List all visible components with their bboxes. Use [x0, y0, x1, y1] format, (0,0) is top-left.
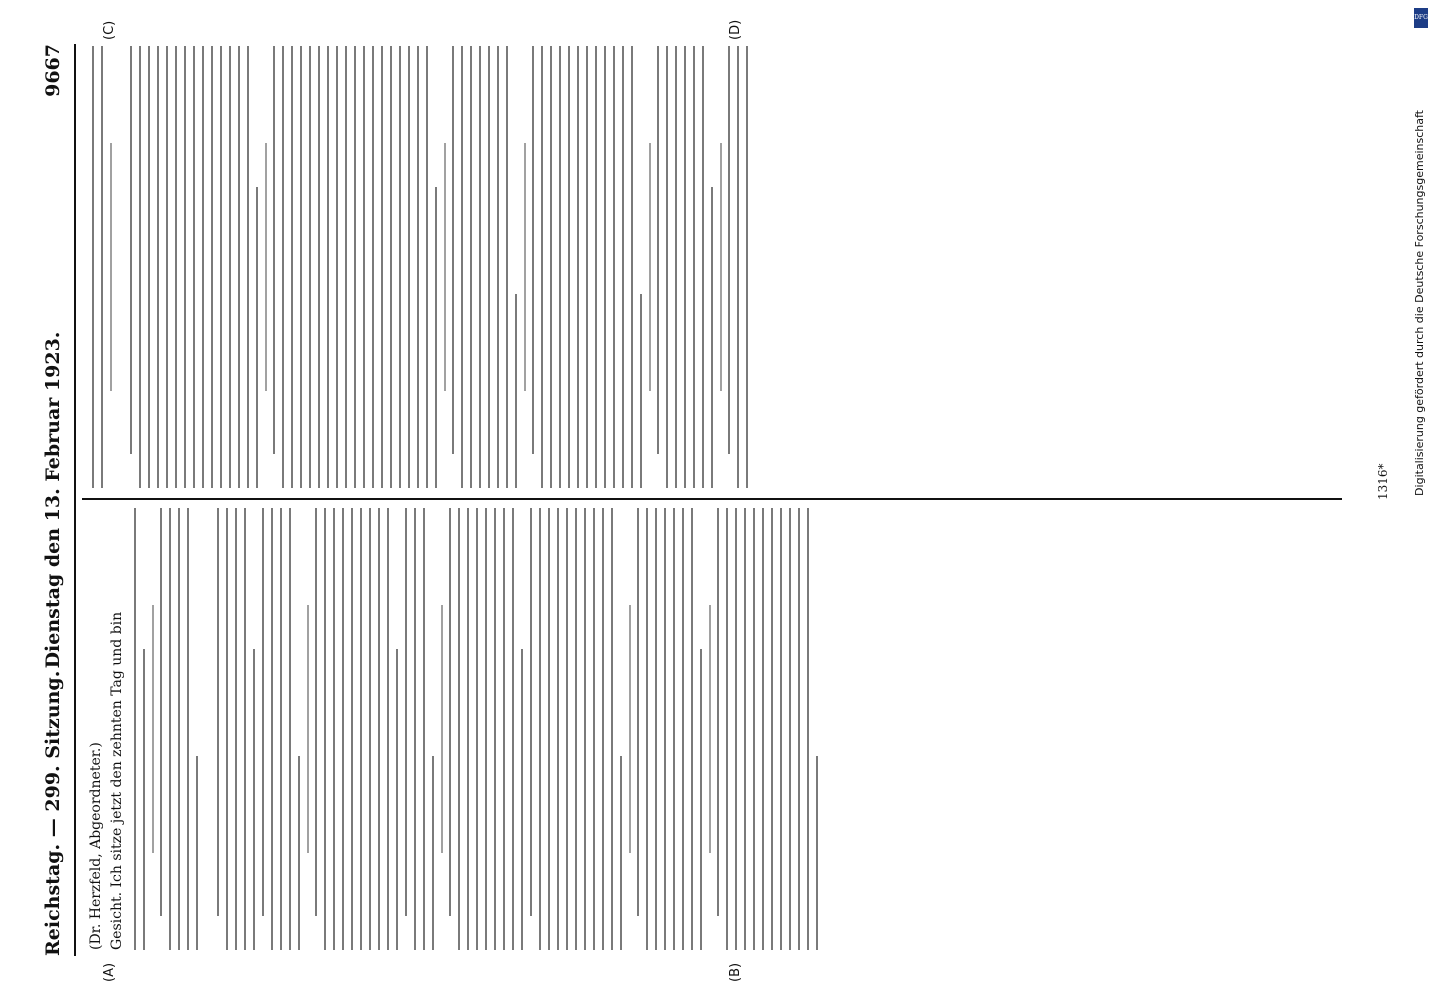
text-line — [390, 46, 392, 488]
text-line — [611, 508, 613, 950]
text-line — [631, 46, 633, 488]
stage-direction-line — [649, 143, 651, 391]
text-line — [360, 508, 362, 950]
text-line — [193, 46, 195, 488]
text-line — [298, 756, 300, 950]
text-line — [568, 46, 570, 488]
text-line — [557, 508, 559, 950]
stage-direction-line — [709, 605, 711, 853]
text-line — [467, 508, 469, 950]
text-line — [184, 46, 186, 488]
text-line — [372, 46, 374, 488]
text-line — [646, 508, 648, 950]
stage-direction-line — [444, 143, 446, 391]
text-line — [432, 756, 434, 950]
stage-direction-line — [307, 605, 309, 853]
text-line — [548, 508, 550, 950]
text-line — [506, 46, 508, 488]
text-line — [452, 46, 454, 454]
text-line — [351, 508, 353, 950]
stage-direction-line — [629, 605, 631, 853]
stage-direction-line — [441, 605, 443, 853]
text-line — [566, 508, 568, 950]
text-line — [244, 508, 246, 950]
text-line — [139, 46, 141, 488]
text-line — [309, 46, 311, 488]
text-line — [559, 46, 561, 488]
text-line — [521, 649, 523, 950]
text-line — [575, 508, 577, 950]
opening-line: Gesicht. Ich sitze jetzt den zehnten Tag und bin — [109, 611, 125, 950]
text-line — [363, 46, 365, 488]
text-line — [333, 508, 335, 950]
text-line — [666, 46, 668, 488]
text-line — [336, 46, 338, 488]
text-line — [101, 46, 103, 488]
text-line — [657, 46, 659, 454]
text-line — [345, 46, 347, 488]
text-lines — [134, 508, 818, 950]
text-line — [387, 508, 389, 950]
stage-direction-line — [524, 143, 526, 391]
text-line — [512, 508, 514, 950]
stage-direction-line — [110, 143, 112, 391]
text-line — [354, 46, 356, 488]
text-line — [324, 508, 326, 950]
text-line — [280, 508, 282, 950]
text-line — [318, 46, 320, 488]
stage-direction-line — [152, 605, 154, 853]
text-line — [381, 46, 383, 488]
text-line — [247, 46, 249, 488]
text-line — [217, 508, 219, 916]
text-line — [327, 46, 329, 488]
text-line — [253, 649, 255, 950]
text-line — [550, 46, 552, 488]
text-line — [577, 46, 579, 488]
text-lines — [92, 46, 748, 488]
text-line — [682, 508, 684, 950]
text-line — [485, 508, 487, 950]
text-line — [143, 649, 145, 950]
text-line — [816, 756, 818, 950]
text-line — [675, 46, 677, 488]
text-line — [291, 46, 293, 488]
text-line — [789, 508, 791, 950]
text-line — [780, 508, 782, 950]
text-line — [220, 46, 222, 488]
text-line — [342, 508, 344, 950]
text-line — [735, 508, 737, 950]
text-line — [256, 187, 258, 488]
margin-marker-d: (D) — [728, 19, 743, 40]
text-line — [169, 508, 171, 950]
text-line — [530, 508, 532, 916]
text-line — [166, 46, 168, 488]
text-line — [746, 46, 748, 488]
text-line — [470, 46, 472, 488]
page-header-left: Reichstag. — 299. Sitzung. — [42, 670, 64, 956]
text-line — [593, 508, 595, 950]
text-line — [157, 46, 159, 488]
text-line — [396, 649, 398, 950]
text-line — [737, 46, 739, 488]
text-line — [702, 46, 704, 488]
text-line — [202, 46, 204, 488]
text-line — [229, 46, 231, 488]
text-line — [700, 649, 702, 950]
text-line — [271, 508, 273, 950]
text-line — [541, 46, 543, 488]
text-line — [539, 508, 541, 950]
dfg-logo — [1414, 8, 1428, 28]
dfg-logo-text: DFG — [1414, 14, 1428, 21]
text-line — [378, 508, 380, 950]
digitization-note: Digitalisierung gefördert durch die Deutsche Forschungsgemeinschaft — [1413, 110, 1426, 496]
page-footer-marker: 1316* — [1376, 463, 1390, 500]
text-line — [435, 187, 437, 488]
text-line — [426, 46, 428, 488]
text-line — [479, 46, 481, 488]
header-divider — [74, 44, 76, 956]
text-line — [160, 508, 162, 916]
text-line — [238, 46, 240, 488]
text-line — [449, 508, 451, 916]
text-line — [673, 508, 675, 950]
text-line — [178, 508, 180, 950]
left-column — [86, 508, 825, 950]
text-line — [711, 187, 713, 488]
text-line — [476, 508, 478, 950]
text-line — [92, 46, 94, 488]
text-line — [515, 294, 517, 488]
text-line — [655, 508, 657, 950]
margin-marker-b: (B) — [728, 962, 743, 982]
text-line — [369, 508, 371, 950]
right-column — [86, 46, 755, 488]
text-line — [187, 508, 189, 950]
text-line — [691, 508, 693, 950]
text-line — [226, 508, 228, 950]
text-line — [175, 46, 177, 488]
text-line — [211, 46, 213, 488]
column-divider — [82, 498, 1342, 500]
margin-marker-c: (C) — [102, 20, 117, 40]
text-line — [458, 508, 460, 950]
text-line — [417, 46, 419, 488]
text-line — [134, 508, 136, 950]
text-line — [262, 508, 264, 916]
text-line — [532, 46, 534, 454]
speaker-label: (Dr. Herzfeld, Abgeordneter.) — [88, 742, 104, 950]
page-header-center: Dienstag den 13. Februar 1923. — [42, 331, 64, 669]
text-line — [196, 756, 198, 950]
text-line — [408, 46, 410, 488]
text-line — [664, 508, 666, 950]
text-line — [762, 508, 764, 950]
text-line — [148, 46, 150, 488]
text-line — [497, 46, 499, 488]
text-line — [488, 46, 490, 488]
text-line — [405, 508, 407, 916]
margin-marker-a: (A) — [102, 962, 117, 982]
text-line — [399, 46, 401, 488]
text-line — [130, 46, 132, 454]
text-line — [613, 46, 615, 488]
text-line — [604, 46, 606, 488]
text-line — [728, 46, 730, 454]
text-line — [637, 508, 639, 916]
text-line — [461, 46, 463, 488]
text-line — [807, 508, 809, 950]
text-line — [798, 508, 800, 950]
text-line — [503, 508, 505, 950]
text-line — [640, 294, 642, 488]
text-line — [586, 46, 588, 488]
stage-direction-line — [720, 143, 722, 391]
text-line — [414, 508, 416, 950]
stage-direction-line — [265, 143, 267, 391]
text-line — [622, 46, 624, 488]
text-line — [726, 508, 728, 950]
text-line — [771, 508, 773, 950]
text-line — [300, 46, 302, 488]
page-header — [34, 44, 74, 956]
text-line — [273, 46, 275, 454]
text-line — [289, 508, 291, 950]
text-line — [235, 508, 237, 950]
text-line — [584, 508, 586, 950]
text-line — [693, 46, 695, 488]
text-line — [423, 508, 425, 950]
page-number: 9667 — [42, 44, 64, 97]
text-line — [494, 508, 496, 950]
text-line — [602, 508, 604, 950]
text-line — [595, 46, 597, 488]
text-line — [282, 46, 284, 488]
text-line — [620, 756, 622, 950]
text-line — [753, 508, 755, 950]
text-line — [717, 508, 719, 916]
text-line — [684, 46, 686, 488]
text-line — [315, 508, 317, 916]
text-line — [744, 508, 746, 950]
